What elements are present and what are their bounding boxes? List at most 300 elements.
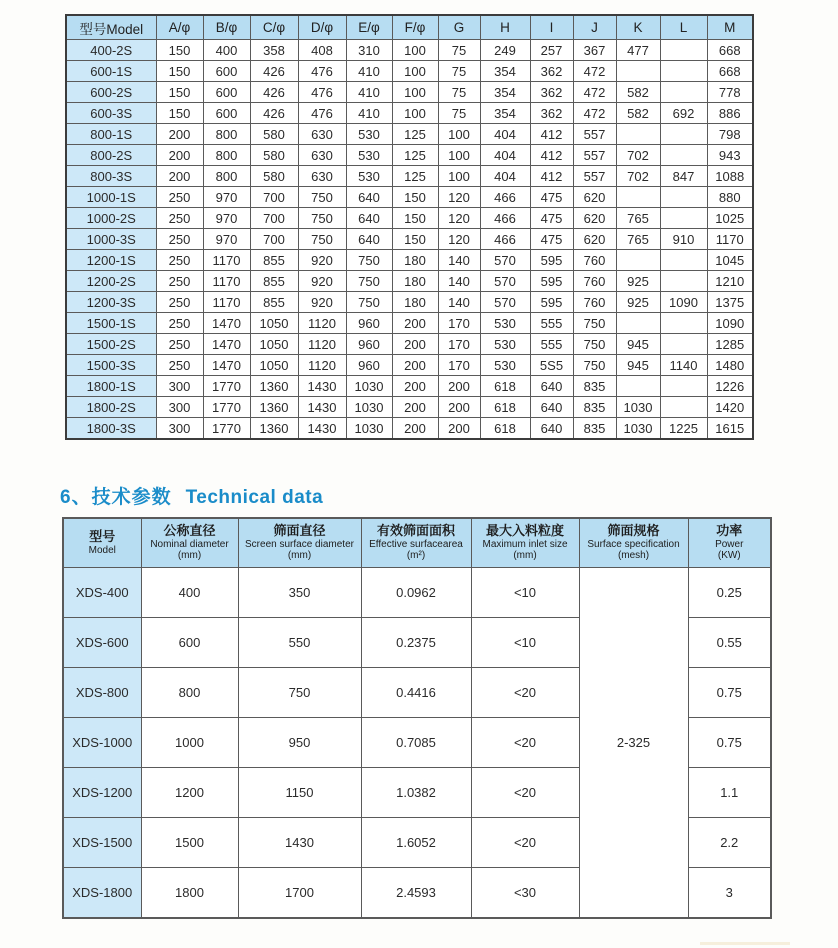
technical-header-zh: 型号	[89, 528, 116, 544]
dimension-cell: 466	[480, 229, 530, 250]
dimension-cell: 620	[573, 229, 616, 250]
dimension-cell: 1030	[616, 397, 660, 418]
model-cell: 1000-2S	[66, 208, 156, 229]
dimension-cell: 200	[392, 355, 438, 376]
maximum-inlet-size-cell: <20	[471, 718, 579, 768]
dimension-cell	[616, 376, 660, 397]
dimension-cell: 640	[346, 187, 392, 208]
dimension-table-row	[66, 355, 753, 376]
dimension-cell: 530	[346, 166, 392, 187]
dimension-cell: 692	[660, 103, 707, 124]
dimension-cell: 580	[250, 166, 298, 187]
model-cell: 600-3S	[66, 103, 156, 124]
dimension-cell: 150	[156, 61, 203, 82]
technical-header-zh: 有效筛面面积	[376, 523, 455, 539]
dimension-cell: 886	[707, 103, 753, 124]
dimension-table-row	[66, 103, 753, 124]
dimension-cell: 945	[616, 334, 660, 355]
power-cell: 2.2	[688, 818, 771, 868]
dimension-cell: 400	[203, 40, 250, 61]
model-cell: 1000-3S	[66, 229, 156, 250]
dimension-cell: 570	[480, 271, 530, 292]
technical-header-unit: (mm)	[177, 550, 202, 562]
dimension-cell: 1050	[250, 313, 298, 334]
nominal-diameter-cell: 1500	[141, 818, 238, 868]
maximum-inlet-size-cell: <20	[471, 768, 579, 818]
dimension-cell: 120	[438, 229, 480, 250]
scan-artifact	[700, 942, 790, 945]
dimension-cell: 1770	[203, 397, 250, 418]
dimension-cell: 700	[250, 187, 298, 208]
dimension-cell: 1120	[298, 355, 346, 376]
dimension-cell: 180	[392, 250, 438, 271]
dimension-cell: 250	[156, 208, 203, 229]
dimension-cell: 1050	[250, 355, 298, 376]
dimension-cell: 925	[616, 292, 660, 313]
model-cell: 1000-1S	[66, 187, 156, 208]
dimension-header-cell: M	[707, 15, 753, 40]
dimension-cell: 618	[480, 376, 530, 397]
dimension-cell: 1770	[203, 376, 250, 397]
power-cell: 0.75	[688, 668, 771, 718]
dimension-cell: 410	[346, 82, 392, 103]
screen-surface-diameter-cell: 550	[238, 618, 361, 668]
dimension-cell: 1030	[346, 418, 392, 440]
dimension-cell: 570	[480, 292, 530, 313]
dimension-cell: 1045	[707, 250, 753, 271]
dimension-cell	[660, 124, 707, 145]
dimension-cell: 125	[392, 166, 438, 187]
dimension-cell: 170	[438, 313, 480, 334]
dimension-cell: 1430	[298, 418, 346, 440]
dimension-cell: 630	[298, 124, 346, 145]
dimension-cell: 557	[573, 166, 616, 187]
dimension-cell: 100	[438, 166, 480, 187]
dimension-cell: 1480	[707, 355, 753, 376]
model-cell: XDS-1000	[63, 718, 141, 768]
model-cell: 600-2S	[66, 82, 156, 103]
dimension-cell: 595	[530, 271, 573, 292]
dimension-cell: 1226	[707, 376, 753, 397]
dimension-cell: 250	[156, 313, 203, 334]
model-cell: 800-3S	[66, 166, 156, 187]
dimension-cell: 760	[573, 250, 616, 271]
technical-data-table	[62, 517, 772, 919]
section-title-en: Technical data	[185, 487, 324, 508]
technical-header-en: Screen surface diameter	[245, 538, 354, 550]
dimension-cell: 120	[438, 187, 480, 208]
dimension-cell: 750	[298, 187, 346, 208]
dimension-cell: 200	[392, 376, 438, 397]
power-cell: 1.1	[688, 768, 771, 818]
nominal-diameter-cell: 400	[141, 568, 238, 618]
dimension-cell: 75	[438, 82, 480, 103]
dimension-cell: 800	[203, 145, 250, 166]
power-cell: 0.75	[688, 718, 771, 768]
dimension-cell: 200	[438, 397, 480, 418]
dimension-cell: 125	[392, 145, 438, 166]
maximum-inlet-size-cell: <30	[471, 868, 579, 919]
dimension-cell	[660, 82, 707, 103]
power-cell: 0.25	[688, 568, 771, 618]
dimension-cell: 475	[530, 229, 573, 250]
dimension-table-row	[66, 229, 753, 250]
dimension-cell: 472	[573, 103, 616, 124]
dimension-cell: 760	[573, 271, 616, 292]
dimension-header-cell: D/φ	[298, 15, 346, 40]
dimension-cell: 580	[250, 145, 298, 166]
dimension-cell	[660, 250, 707, 271]
dimension-cell: 1225	[660, 418, 707, 440]
dimension-cell: 1170	[203, 250, 250, 271]
dimension-header-cell: I	[530, 15, 573, 40]
dimension-cell: 750	[298, 229, 346, 250]
dimension-cell: 404	[480, 166, 530, 187]
dimension-cell: 630	[298, 145, 346, 166]
screen-surface-diameter-cell: 350	[238, 568, 361, 618]
model-cell: 1200-3S	[66, 292, 156, 313]
dimension-cell: 702	[616, 166, 660, 187]
dimension-cell: 557	[573, 124, 616, 145]
dimension-cell: 1120	[298, 334, 346, 355]
power-cell: 0.55	[688, 618, 771, 668]
dimension-cell: 835	[573, 376, 616, 397]
nominal-diameter-cell: 800	[141, 668, 238, 718]
dimension-cell: 466	[480, 187, 530, 208]
dimension-table-row	[66, 187, 753, 208]
dimension-cell: 960	[346, 334, 392, 355]
dimension-cell: 1090	[707, 313, 753, 334]
dimension-cell: 1470	[203, 355, 250, 376]
technical-header-zh: 最大入料粒度	[485, 523, 564, 539]
dimension-cell: 472	[573, 82, 616, 103]
dimension-cell: 150	[156, 40, 203, 61]
model-cell: 600-1S	[66, 61, 156, 82]
section-title	[60, 482, 323, 509]
technical-header-unit: (mesh)	[617, 550, 650, 562]
technical-header-en: Power	[715, 538, 744, 550]
dimension-cell: 408	[298, 40, 346, 61]
technical-header-cell	[579, 518, 688, 568]
dimension-cell: 835	[573, 397, 616, 418]
dimension-header-cell: E/φ	[346, 15, 392, 40]
dimension-cell: 150	[156, 82, 203, 103]
dimension-cell: 582	[616, 82, 660, 103]
dimension-cell: 466	[480, 208, 530, 229]
dimension-cell	[616, 187, 660, 208]
dimension-table-body	[66, 15, 753, 439]
dimension-cell: 100	[392, 103, 438, 124]
dimension-cell: 530	[346, 145, 392, 166]
dimension-header-cell: 型号Model	[66, 15, 156, 40]
dimension-cell: 150	[392, 208, 438, 229]
dimension-cell: 855	[250, 250, 298, 271]
dimension-cell: 847	[660, 166, 707, 187]
dimension-cell: 620	[573, 187, 616, 208]
dimension-cell: 200	[156, 145, 203, 166]
dimension-cell: 100	[438, 124, 480, 145]
dimension-cell: 476	[298, 61, 346, 82]
dimension-cell: 250	[156, 229, 203, 250]
dimension-cell: 150	[392, 229, 438, 250]
technical-header-zh: 筛面规格	[607, 523, 660, 539]
dimension-cell: 120	[438, 208, 480, 229]
dimension-cell: 362	[530, 61, 573, 82]
dimension-cell: 1770	[203, 418, 250, 440]
dimension-cell: 1030	[616, 418, 660, 440]
dimension-cell: 582	[616, 103, 660, 124]
dimension-cell: 1360	[250, 397, 298, 418]
dimension-cell: 100	[392, 82, 438, 103]
technical-header-en: Nominal diameter	[150, 538, 229, 550]
dimension-cell: 750	[573, 334, 616, 355]
dimension-table-row	[66, 124, 753, 145]
dimension-cell: 1030	[346, 376, 392, 397]
dimension-cell: 200	[156, 166, 203, 187]
dimension-cell: 404	[480, 145, 530, 166]
dimension-cell: 640	[530, 397, 573, 418]
dimension-cell: 630	[298, 166, 346, 187]
dimension-cell: 1470	[203, 313, 250, 334]
dimension-cell: 300	[156, 397, 203, 418]
model-cell: XDS-1200	[63, 768, 141, 818]
technical-data-table-body	[63, 518, 771, 918]
dimension-cell: 1170	[707, 229, 753, 250]
power-cell: 3	[688, 868, 771, 919]
dimension-cell: 1360	[250, 376, 298, 397]
nominal-diameter-cell: 1800	[141, 868, 238, 919]
dimension-cell	[660, 208, 707, 229]
dimension-cell: 180	[392, 292, 438, 313]
dimension-cell: 530	[346, 124, 392, 145]
dimension-cell: 750	[346, 250, 392, 271]
dimension-cell: 943	[707, 145, 753, 166]
dimension-cell: 200	[438, 376, 480, 397]
model-cell: 1800-2S	[66, 397, 156, 418]
dimension-cell: 75	[438, 103, 480, 124]
dimension-cell: 1285	[707, 334, 753, 355]
dimension-cell: 970	[203, 208, 250, 229]
dimension-cell: 140	[438, 292, 480, 313]
dimension-cell: 75	[438, 40, 480, 61]
screen-surface-diameter-cell: 1700	[238, 868, 361, 919]
dimension-cell: 1430	[298, 397, 346, 418]
dimension-cell: 476	[298, 103, 346, 124]
technical-header-unit: (KW)	[717, 550, 741, 562]
effective-surface-area-cell: 0.2375	[361, 618, 471, 668]
dimension-cell: 472	[573, 61, 616, 82]
dimension-cell: 426	[250, 61, 298, 82]
dimension-cell: 835	[573, 418, 616, 440]
model-cell: 1800-3S	[66, 418, 156, 440]
model-cell: XDS-1500	[63, 818, 141, 868]
technical-header-cell	[141, 518, 238, 568]
dimension-cell: 367	[573, 40, 616, 61]
dimension-cell: 150	[156, 103, 203, 124]
dimension-cell	[660, 61, 707, 82]
dimension-table-header-row	[66, 15, 753, 40]
dimension-cell: 960	[346, 313, 392, 334]
dimension-table-row	[66, 208, 753, 229]
dimension-cell: 880	[707, 187, 753, 208]
dimension-cell: 5S5	[530, 355, 573, 376]
dimension-cell: 362	[530, 103, 573, 124]
dimension-cell: 1120	[298, 313, 346, 334]
dimension-cell: 600	[203, 103, 250, 124]
dimension-cell: 640	[346, 208, 392, 229]
dimension-cell: 410	[346, 61, 392, 82]
dimension-cell	[660, 376, 707, 397]
dimension-cell: 1030	[346, 397, 392, 418]
dimension-cell: 140	[438, 250, 480, 271]
technical-header-cell	[63, 518, 141, 568]
technical-header-unit: (mm)	[287, 550, 312, 562]
dimension-cell: 426	[250, 103, 298, 124]
dimension-cell: 960	[346, 355, 392, 376]
dimension-cell: 1025	[707, 208, 753, 229]
technical-header-zh: 功率	[716, 523, 743, 539]
dimension-cell: 750	[573, 355, 616, 376]
dimension-cell: 925	[616, 271, 660, 292]
dimension-table-row	[66, 292, 753, 313]
dimension-cell: 358	[250, 40, 298, 61]
effective-surface-area-cell: 0.4416	[361, 668, 471, 718]
dimension-table-row	[66, 61, 753, 82]
dimension-cell: 257	[530, 40, 573, 61]
dimension-cell: 702	[616, 145, 660, 166]
technical-header-cell	[361, 518, 471, 568]
dimension-cell: 778	[707, 82, 753, 103]
model-cell: 800-2S	[66, 145, 156, 166]
dimension-cell: 765	[616, 229, 660, 250]
dimension-cell: 640	[346, 229, 392, 250]
dimension-cell: 140	[438, 271, 480, 292]
maximum-inlet-size-cell: <10	[471, 568, 579, 618]
dimension-table-row	[66, 418, 753, 440]
dimension-cell: 750	[346, 271, 392, 292]
model-cell: XDS-800	[63, 668, 141, 718]
dimension-cell: 170	[438, 334, 480, 355]
model-cell: 1500-1S	[66, 313, 156, 334]
dimension-cell: 1375	[707, 292, 753, 313]
dimension-table-row	[66, 166, 753, 187]
dimension-table-row	[66, 145, 753, 166]
dimension-table-row	[66, 313, 753, 334]
dimension-cell	[660, 334, 707, 355]
dimension-cell: 310	[346, 40, 392, 61]
dimension-cell: 910	[660, 229, 707, 250]
effective-surface-area-cell: 1.0382	[361, 768, 471, 818]
dimension-cell: 250	[156, 250, 203, 271]
technical-table-row	[63, 568, 771, 618]
technical-header-zh: 公称直径	[163, 523, 216, 539]
dimension-cell: 920	[298, 292, 346, 313]
dimension-cell: 1615	[707, 418, 753, 440]
dimension-cell: 354	[480, 103, 530, 124]
dimension-cell: 765	[616, 208, 660, 229]
dimension-cell: 404	[480, 124, 530, 145]
dimension-cell: 640	[530, 418, 573, 440]
dimension-cell	[660, 187, 707, 208]
dimension-cell: 600	[203, 61, 250, 82]
dimension-header-cell: F/φ	[392, 15, 438, 40]
model-cell: 1200-2S	[66, 271, 156, 292]
nominal-diameter-cell: 600	[141, 618, 238, 668]
dimension-header-cell: L	[660, 15, 707, 40]
dimension-cell: 668	[707, 61, 753, 82]
dimension-cell: 100	[392, 40, 438, 61]
dimension-cell: 668	[707, 40, 753, 61]
technical-header-en: Model	[88, 544, 116, 556]
dimension-cell: 640	[530, 376, 573, 397]
dimension-cell: 426	[250, 82, 298, 103]
dimension-cell: 580	[250, 124, 298, 145]
dimension-cell: 200	[392, 334, 438, 355]
dimension-table-row	[66, 397, 753, 418]
dimension-cell	[660, 397, 707, 418]
dimension-cell: 75	[438, 61, 480, 82]
model-cell: 1800-1S	[66, 376, 156, 397]
dimension-cell: 250	[156, 187, 203, 208]
dimension-cell: 250	[156, 355, 203, 376]
dimension-cell: 250	[156, 271, 203, 292]
dimension-cell: 300	[156, 418, 203, 440]
dimension-cell: 300	[156, 376, 203, 397]
effective-surface-area-cell: 1.6052	[361, 818, 471, 868]
dimension-cell: 557	[573, 145, 616, 166]
dimension-cell: 800	[203, 124, 250, 145]
dimension-cell: 150	[392, 187, 438, 208]
dimension-header-cell: G	[438, 15, 480, 40]
model-cell: XDS-400	[63, 568, 141, 618]
dimension-cell: 476	[298, 82, 346, 103]
dimension-cell: 555	[530, 334, 573, 355]
model-cell: XDS-1800	[63, 868, 141, 919]
dimension-cell: 595	[530, 292, 573, 313]
dimension-cell: 200	[438, 418, 480, 440]
dimension-cell: 970	[203, 229, 250, 250]
dimension-cell: 920	[298, 250, 346, 271]
dimension-cell: 412	[530, 166, 573, 187]
dimension-header-cell: A/φ	[156, 15, 203, 40]
model-cell: 400-2S	[66, 40, 156, 61]
dimension-table-row	[66, 271, 753, 292]
screen-surface-diameter-cell: 1150	[238, 768, 361, 818]
technical-header-unit: (m²)	[406, 550, 426, 562]
dimension-table-row	[66, 334, 753, 355]
dimension-header-cell: H	[480, 15, 530, 40]
dimension-cell: 100	[438, 145, 480, 166]
dimension-cell: 200	[156, 124, 203, 145]
dimension-cell: 1360	[250, 418, 298, 440]
dimension-cell: 620	[573, 208, 616, 229]
dimension-cell: 1170	[203, 292, 250, 313]
dimension-cell: 970	[203, 187, 250, 208]
dimension-table	[65, 14, 754, 440]
dimension-cell: 412	[530, 124, 573, 145]
dimension-cell: 125	[392, 124, 438, 145]
dimension-table-row	[66, 250, 753, 271]
screen-surface-diameter-cell: 950	[238, 718, 361, 768]
dimension-cell: 180	[392, 271, 438, 292]
dimension-cell	[616, 250, 660, 271]
technical-header-en: Effective surfacearea	[369, 538, 463, 550]
technical-header-cell	[688, 518, 771, 568]
dimension-cell: 570	[480, 250, 530, 271]
effective-surface-area-cell: 0.0962	[361, 568, 471, 618]
dimension-cell: 170	[438, 355, 480, 376]
dimension-cell: 618	[480, 418, 530, 440]
